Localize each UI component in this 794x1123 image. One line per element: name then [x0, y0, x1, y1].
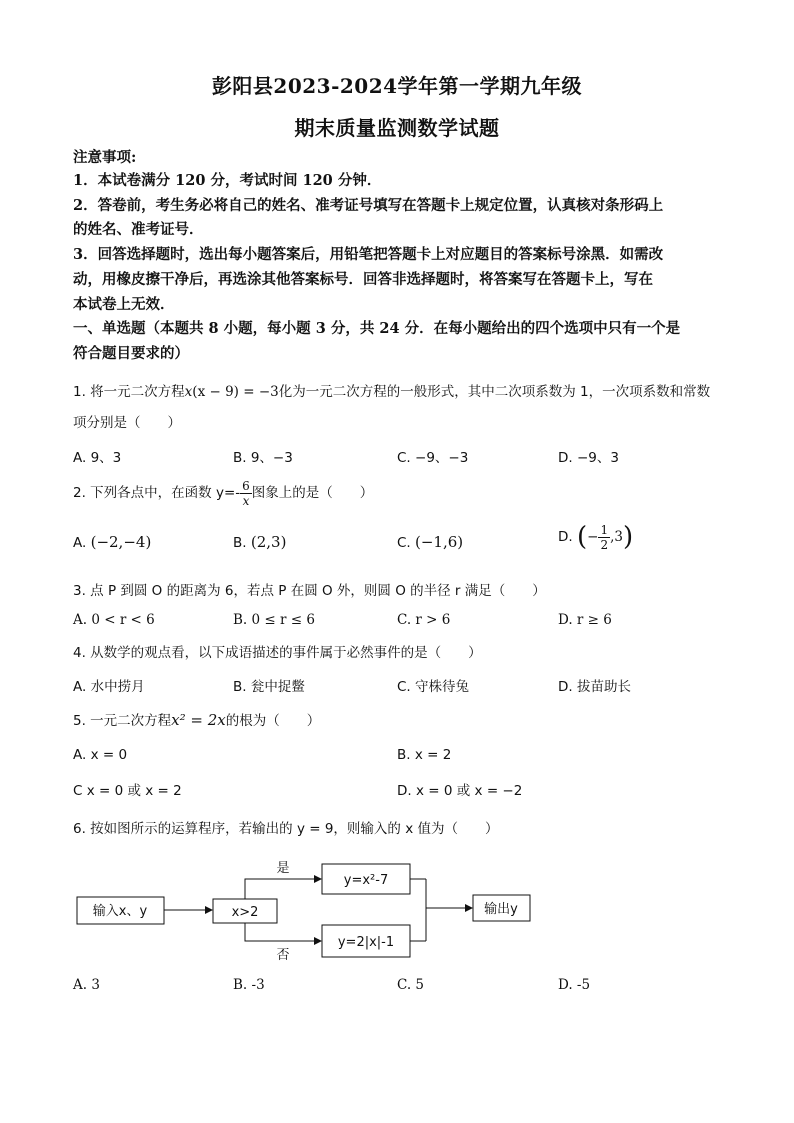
notice-item-3-line1: 3．回答选择题时，选出每小题答案后，用铅笔把答题卡上对应题目的答案标号涂黑．如需改	[73, 246, 664, 263]
q4-option-d: D. 拔苗助长	[558, 679, 631, 695]
q1-prefix: 1. 将一元二次方程	[73, 384, 185, 400]
q6-option-d: D. -5	[558, 977, 591, 993]
q2-option-c	[397, 533, 463, 551]
q5-option-b: B. x = 2	[397, 747, 452, 763]
notice-item-2-line2: 的姓名、准考证号．	[73, 221, 204, 238]
q2-option-c-value: (−1,6)	[415, 533, 464, 551]
q2-stem	[73, 478, 725, 508]
flow-input-text: 输入x、y	[92, 904, 148, 919]
flow-condition-text: x>2	[231, 905, 259, 920]
notice-item-3-line3: 本试卷上无效．	[73, 296, 175, 313]
q2-option-d-num: 1	[600, 522, 609, 537]
q1-option-c: C. −9、−3	[397, 450, 469, 466]
q2-option-c-label: C.	[397, 535, 411, 551]
q4-option-a: A. 水中捞月	[73, 679, 145, 695]
q1-option-d: D. −9、3	[558, 450, 619, 466]
q5-stem	[73, 709, 725, 732]
q2-option-b-value: (2,3)	[250, 533, 287, 551]
q2-option-d-fraction	[598, 523, 610, 552]
q2-option-d-rparen: )	[622, 522, 634, 552]
q2-fraction	[240, 479, 252, 508]
q6-flowchart	[0, 852, 794, 972]
q3-option-a: A. 0 < r < 6	[73, 612, 155, 628]
q2-option-d-label: D.	[558, 529, 573, 545]
flow-no-label: 否	[276, 948, 290, 963]
q6-option-b: B. -3	[233, 977, 265, 993]
q1-option-a: A. 9、3	[73, 450, 122, 466]
q2-option-d	[558, 522, 633, 552]
q2-frac-den: x	[242, 493, 250, 508]
flow-output-text: 输出y	[484, 902, 518, 917]
flow-yes-label: 是	[276, 861, 290, 876]
q1-stem-line1	[73, 381, 725, 403]
q5-option-c: C x = 0 或 x = 2	[73, 783, 182, 799]
q6-stem: 6. 按如图所示的运算程序，若输出的 y = 9，则输入的 x 值为（ ）	[73, 821, 499, 837]
q1-suffix: 化为一元二次方程的一般形式，其中二次项系数为 1，一次项系数和常数	[278, 384, 711, 400]
q2-option-a	[73, 533, 151, 551]
flow-no-branch	[245, 923, 321, 941]
q2-option-b	[233, 533, 286, 551]
q2-option-d-lparen: (	[576, 522, 588, 552]
q5-option-d: D. x = 0 或 x = −2	[397, 783, 523, 799]
q4-option-b: B. 瓮中捉鳖	[233, 679, 305, 695]
q6-option-c: C. 5	[397, 977, 425, 993]
exam-title-line2: 期末质量监测数学试题	[294, 116, 500, 140]
q2-prefix: 2. 下列各点中，在函数 y=-	[73, 485, 241, 501]
q2-option-d-neg: −	[587, 529, 599, 545]
flow-no-box-text: y=2|x|-1	[337, 935, 395, 950]
q2-option-a-value: (−2,−4)	[90, 533, 152, 551]
flow-yes-branch	[245, 879, 321, 899]
q3-option-b: B. 0 ≤ r ≤ 6	[233, 612, 315, 628]
section-heading-line1: 一、单选题（本题共 8 小题，每小题 3 分，共 24 分．在每小题给出的四个选项中只有一个是	[73, 320, 681, 337]
q5-prefix: 5. 一元二次方程	[73, 713, 172, 729]
exam-title-line1: 彭阳县2023-2024学年第一学期九年级	[211, 74, 583, 98]
q2-option-d-tail: ,3	[610, 529, 623, 545]
q1-stem-line2: 项分别是（ ）	[73, 415, 181, 431]
q2-frac-num: 6	[242, 478, 250, 493]
q3-option-d: D. r ≥ 6	[558, 612, 612, 628]
flow-yes-box-text: y=x²-7	[343, 873, 389, 888]
q3-option-c: C. r > 6	[397, 612, 451, 628]
q1-option-b: B. 9、−3	[233, 450, 293, 466]
q2-option-d-den: 2	[600, 537, 609, 552]
q2-option-b-label: B.	[233, 535, 247, 551]
q3-stem: 3. 点 P 到圆 O 的距离为 6，若点 P 在圆 O 外，则圆 O 的半径 r 满足（ ）	[73, 583, 546, 599]
notice-heading: 注意事项:	[73, 149, 137, 166]
notice-item-2-line1: 2．答卷前，考生务必将自己的姓名、准考证号填写在答题卡上规定位置，认真核对条形码上	[73, 197, 664, 214]
q2-suffix: 图象上的是（ ）	[251, 485, 374, 501]
q5-eq: x² = 2x	[171, 711, 226, 729]
notice-item-3-line2: 动，用橡皮擦干净后，再选涂其他答案标号．回答非选择题时，将答案写在答题卡上，写在	[73, 271, 653, 288]
q5-option-a: A. x = 0	[73, 747, 128, 763]
q4-stem: 4. 从数学的观点看，以下成语描述的事件属于必然事件的是（ ）	[73, 645, 482, 661]
q6-option-a: A. 3	[73, 977, 100, 993]
notice-item-1: 1．本试卷满分 120 分，考试时间 120 分钟．	[73, 172, 382, 189]
q1-eq: (x − 9) = −3	[192, 384, 279, 400]
q2-option-a-label: A.	[73, 535, 87, 551]
q5-suffix: 的根为（ ）	[225, 713, 321, 729]
q4-option-c: C. 守株待兔	[397, 679, 470, 695]
q1-eq-x: x	[184, 384, 193, 400]
section-heading-line2: 符合题目要求的）	[73, 345, 189, 362]
